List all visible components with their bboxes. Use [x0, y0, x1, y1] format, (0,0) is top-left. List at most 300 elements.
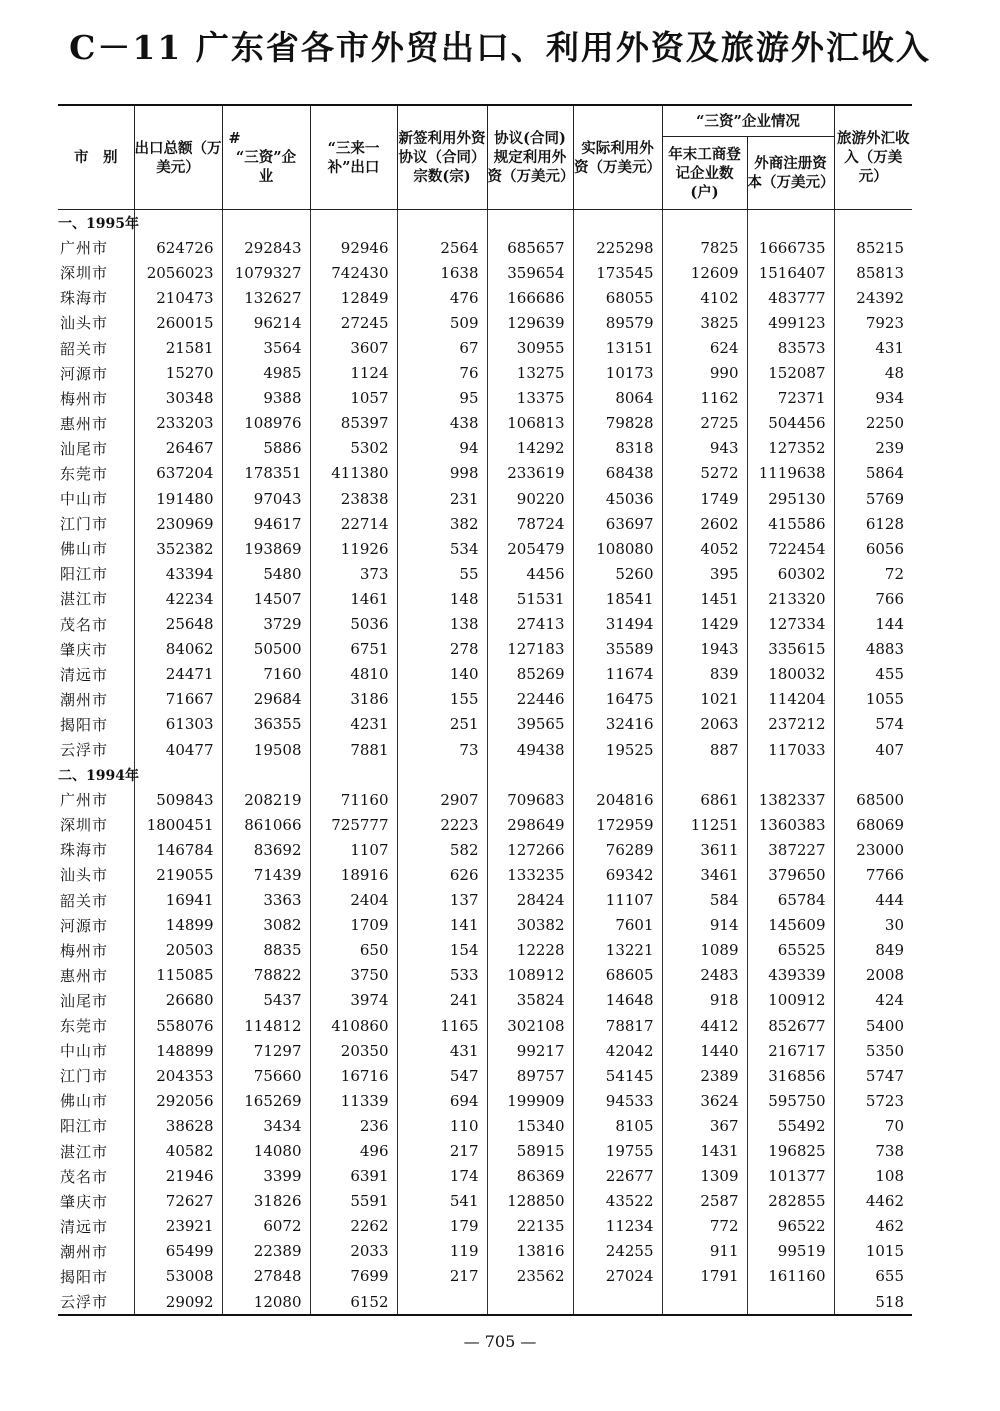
- value-cell: 5747: [865, 1066, 904, 1085]
- value-cell: 172959: [573, 812, 662, 837]
- city-name: 湛江市: [58, 1138, 134, 1163]
- value-cell: 7699: [310, 1264, 397, 1289]
- value-cell: 14292: [487, 436, 573, 461]
- value-cell: 839: [662, 662, 747, 687]
- city-name: 云浮市: [58, 737, 134, 762]
- value-cell: 127183: [487, 637, 573, 662]
- table-row: [58, 411, 912, 436]
- value-cell: 60302: [747, 561, 834, 586]
- table-row: [58, 1189, 912, 1214]
- value-cell: 7825: [662, 235, 747, 260]
- value-cell: 595750: [747, 1088, 834, 1113]
- value-cell: 173545: [573, 260, 662, 285]
- table-row: [58, 712, 912, 737]
- empty-cell: [573, 762, 662, 787]
- value-cell: 483777: [747, 285, 834, 310]
- city-name: 阳江市: [58, 1113, 134, 1138]
- value-cell: 92946: [310, 235, 397, 260]
- value-cell: 424: [875, 991, 904, 1010]
- value-cell: 431: [875, 339, 904, 358]
- value-cell: 16475: [573, 687, 662, 712]
- value-cell: 127266: [487, 837, 573, 862]
- value-cell: 54145: [573, 1063, 662, 1088]
- value-cell: 11674: [573, 662, 662, 687]
- value-cell: 7160: [222, 662, 310, 687]
- value-cell: 5864: [865, 464, 904, 483]
- value-cell: 108080: [573, 536, 662, 561]
- value-cell: 40477: [134, 737, 222, 762]
- value-cell: 1516407: [747, 260, 834, 285]
- value-cell: 6128: [865, 514, 904, 533]
- value-cell: 2063: [662, 712, 747, 737]
- value-cell: 278: [397, 637, 487, 662]
- value-cell: 132627: [222, 285, 310, 310]
- value-cell: 21946: [134, 1164, 222, 1189]
- value-cell: 455: [875, 665, 904, 684]
- empty-cell: [747, 210, 834, 236]
- value-cell: 1119638: [747, 461, 834, 486]
- value-cell: 379650: [747, 862, 834, 887]
- city-name: 湛江市: [58, 586, 134, 611]
- value-cell: 6391: [310, 1164, 397, 1189]
- header-registered-capital: 外商注册资 本（万美元）: [747, 137, 834, 210]
- value-cell: 20503: [134, 938, 222, 963]
- table-row: [58, 888, 912, 913]
- value-cell: 496: [310, 1138, 397, 1163]
- city-name: 佛山市: [58, 536, 134, 561]
- value-cell: 95: [397, 386, 487, 411]
- header-sanzi-label: “三资”企 业: [235, 149, 311, 185]
- city-name: 惠州市: [58, 411, 134, 436]
- value-cell: 407: [875, 740, 904, 759]
- header-actual-fdi: 实际利用外 资（万美元）: [573, 105, 662, 210]
- value-cell: 504456: [747, 411, 834, 436]
- value-cell: 1800451: [134, 812, 222, 837]
- value-cell: 316856: [747, 1063, 834, 1088]
- value-cell: 217: [397, 1264, 487, 1289]
- value-cell: 99217: [487, 1038, 573, 1063]
- value-cell: 2250: [865, 414, 904, 433]
- value-cell: 1055: [865, 690, 904, 709]
- value-cell: [662, 1289, 747, 1315]
- value-cell: 772: [662, 1214, 747, 1239]
- value-cell: 96214: [222, 310, 310, 335]
- value-cell: 738: [875, 1142, 904, 1161]
- value-cell: 1666735: [747, 235, 834, 260]
- value-cell: 2008: [865, 966, 904, 985]
- city-name: 梅州市: [58, 386, 134, 411]
- city-name: 肇庆市: [58, 1189, 134, 1214]
- value-cell: 1382337: [747, 787, 834, 812]
- table-row: [58, 1164, 912, 1189]
- value-cell: 108912: [487, 963, 573, 988]
- value-cell: 2602: [662, 511, 747, 536]
- value-cell: 6072: [222, 1214, 310, 1239]
- table-row: [58, 235, 912, 260]
- city-name: 清远市: [58, 1214, 134, 1239]
- value-cell: 14507: [222, 586, 310, 611]
- value-cell: 11926: [310, 536, 397, 561]
- value-cell: 39565: [487, 712, 573, 737]
- value-cell: 5272: [662, 461, 747, 486]
- value-cell: 71160: [310, 787, 397, 812]
- value-cell: 43522: [573, 1189, 662, 1214]
- header-export-total: 出口总额（万美元）: [134, 105, 222, 210]
- value-cell: 260015: [134, 310, 222, 335]
- value-cell: 180032: [747, 662, 834, 687]
- value-cell: 6152: [310, 1289, 397, 1315]
- section-header-row: [58, 210, 912, 236]
- value-cell: 225298: [573, 235, 662, 260]
- table-row: [58, 536, 912, 561]
- table-row: [58, 586, 912, 611]
- value-cell: 3825: [662, 310, 747, 335]
- value-cell: 1943: [662, 637, 747, 662]
- value-cell: 127334: [747, 612, 834, 637]
- value-cell: 58915: [487, 1138, 573, 1163]
- table-row: [58, 662, 912, 687]
- data-table: [58, 104, 924, 1316]
- value-cell: 174: [397, 1164, 487, 1189]
- value-cell: 2223: [397, 812, 487, 837]
- value-cell: 911: [662, 1239, 747, 1264]
- value-cell: 55492: [747, 1113, 834, 1138]
- value-cell: 97043: [222, 486, 310, 511]
- value-cell: [487, 1289, 573, 1315]
- value-cell: 251: [397, 712, 487, 737]
- value-cell: 12228: [487, 938, 573, 963]
- value-cell: 30: [884, 916, 904, 935]
- value-cell: 11339: [310, 1088, 397, 1113]
- table-row: [58, 335, 912, 360]
- value-cell: 70: [884, 1116, 904, 1135]
- value-cell: 79828: [573, 411, 662, 436]
- value-cell: 3624: [662, 1088, 747, 1113]
- value-cell: 292843: [222, 235, 310, 260]
- value-cell: 298649: [487, 812, 573, 837]
- value-cell: 4883: [865, 640, 904, 659]
- city-name: 中山市: [58, 1038, 134, 1063]
- empty-cell: [134, 762, 222, 787]
- value-cell: 68438: [573, 461, 662, 486]
- city-name: 韶关市: [58, 335, 134, 360]
- value-cell: 533: [397, 963, 487, 988]
- value-cell: 40582: [134, 1138, 222, 1163]
- value-cell: 918: [662, 988, 747, 1013]
- value-cell: 27024: [573, 1264, 662, 1289]
- city-name: 汕尾市: [58, 436, 134, 461]
- value-cell: 65499: [134, 1239, 222, 1264]
- value-cell: 2262: [310, 1214, 397, 1239]
- value-cell: 55: [397, 561, 487, 586]
- value-cell: 85813: [856, 263, 904, 282]
- table-row: [58, 938, 912, 963]
- value-cell: 24471: [134, 662, 222, 687]
- table-row: [58, 988, 912, 1013]
- value-cell: 11251: [662, 812, 747, 837]
- value-cell: 100912: [747, 988, 834, 1013]
- page-title: C－11 广东省各市外贸出口、利用外资及旅游外汇收入: [69, 28, 931, 67]
- city-name: 江门市: [58, 1063, 134, 1088]
- table-row: [58, 1214, 912, 1239]
- value-cell: 68069: [856, 815, 904, 834]
- table-row: [58, 436, 912, 461]
- value-cell: 19525: [573, 737, 662, 762]
- city-name: 潮州市: [58, 1239, 134, 1264]
- value-cell: 89579: [573, 310, 662, 335]
- value-cell: 230969: [134, 511, 222, 536]
- table-row: [58, 561, 912, 586]
- value-cell: 914: [662, 913, 747, 938]
- table-row: [58, 1063, 912, 1088]
- value-cell: 694: [397, 1088, 487, 1113]
- value-cell: 30955: [487, 335, 573, 360]
- empty-cell: [487, 762, 573, 787]
- value-cell: 382: [397, 511, 487, 536]
- value-cell: 12609: [662, 260, 747, 285]
- value-cell: 1021: [662, 687, 747, 712]
- value-cell: 14080: [222, 1138, 310, 1163]
- value-cell: 35589: [573, 637, 662, 662]
- value-cell: 509843: [134, 787, 222, 812]
- table-row: [58, 386, 912, 411]
- value-cell: 210473: [134, 285, 222, 310]
- value-cell: 63697: [573, 511, 662, 536]
- value-cell: 49438: [487, 737, 573, 762]
- value-cell: 108976: [222, 411, 310, 436]
- value-cell: 1709: [310, 913, 397, 938]
- value-cell: 8835: [222, 938, 310, 963]
- value-cell: 239: [875, 439, 904, 458]
- value-cell: 1429: [662, 612, 747, 637]
- value-cell: 282855: [747, 1189, 834, 1214]
- value-cell: 14648: [573, 988, 662, 1013]
- value-cell: 22714: [310, 511, 397, 536]
- value-cell: 38628: [134, 1113, 222, 1138]
- value-cell: 106813: [487, 411, 573, 436]
- table-row: [58, 787, 912, 812]
- value-cell: 45036: [573, 486, 662, 511]
- value-cell: 476: [397, 285, 487, 310]
- value-cell: 742430: [310, 260, 397, 285]
- value-cell: 71667: [134, 687, 222, 712]
- value-cell: 68605: [573, 963, 662, 988]
- header-city: 市 别: [58, 105, 134, 210]
- value-cell: 1057: [310, 386, 397, 411]
- value-cell: 852677: [747, 1013, 834, 1038]
- value-cell: 31826: [222, 1189, 310, 1214]
- value-cell: 241: [397, 988, 487, 1013]
- value-cell: 4456: [487, 561, 573, 586]
- city-name: 云浮市: [58, 1289, 134, 1315]
- value-cell: 94617: [222, 511, 310, 536]
- page-number: — 705 —: [463, 1332, 537, 1351]
- value-cell: 219055: [134, 862, 222, 887]
- value-cell: 73: [397, 737, 487, 762]
- value-cell: 85215: [856, 238, 904, 257]
- value-cell: 204353: [134, 1063, 222, 1088]
- value-cell: 78817: [573, 1013, 662, 1038]
- table-row: [58, 837, 912, 862]
- value-cell: 722454: [747, 536, 834, 561]
- value-cell: 217: [397, 1138, 487, 1163]
- value-cell: 4412: [662, 1013, 747, 1038]
- value-cell: 3082: [222, 913, 310, 938]
- value-cell: 22677: [573, 1164, 662, 1189]
- value-cell: 534: [397, 536, 487, 561]
- value-cell: 5886: [222, 436, 310, 461]
- city-name: 清远市: [58, 662, 134, 687]
- value-cell: 78822: [222, 963, 310, 988]
- value-cell: 27848: [222, 1264, 310, 1289]
- city-name: 深圳市: [58, 260, 134, 285]
- value-cell: 196825: [747, 1138, 834, 1163]
- table-row: [58, 737, 912, 762]
- value-cell: 2907: [397, 787, 487, 812]
- value-cell: 1124: [310, 361, 397, 386]
- value-cell: 499123: [747, 310, 834, 335]
- value-cell: 1431: [662, 1138, 747, 1163]
- value-cell: 15340: [487, 1113, 573, 1138]
- value-cell: 127352: [747, 436, 834, 461]
- value-cell: 144: [875, 615, 904, 634]
- value-cell: 1791: [662, 1264, 747, 1289]
- empty-cell: [834, 210, 912, 236]
- value-cell: 233203: [134, 411, 222, 436]
- value-cell: 1107: [310, 837, 397, 862]
- value-cell: 624: [662, 335, 747, 360]
- value-cell: 3729: [222, 612, 310, 637]
- value-cell: 518: [834, 1289, 912, 1315]
- value-cell: 23838: [310, 486, 397, 511]
- value-cell: 5350: [865, 1041, 904, 1060]
- value-cell: 2587: [662, 1189, 747, 1214]
- value-cell: 3186: [310, 687, 397, 712]
- value-cell: 584: [662, 888, 747, 913]
- table-row: [58, 1138, 912, 1163]
- value-cell: 178351: [222, 461, 310, 486]
- value-cell: 4985: [222, 361, 310, 386]
- value-cell: 373: [310, 561, 397, 586]
- value-cell: 766: [875, 589, 904, 608]
- value-cell: 108: [875, 1167, 904, 1186]
- value-cell: 438: [397, 411, 487, 436]
- value-cell: 998: [397, 461, 487, 486]
- value-cell: 140: [397, 662, 487, 687]
- value-cell: 582: [397, 837, 487, 862]
- value-cell: 133235: [487, 862, 573, 887]
- city-name: 深圳市: [58, 812, 134, 837]
- value-cell: 13816: [487, 1239, 573, 1264]
- empty-cell: [397, 762, 487, 787]
- city-name: 东莞市: [58, 461, 134, 486]
- value-cell: 2056023: [134, 260, 222, 285]
- value-cell: 165269: [222, 1088, 310, 1113]
- value-cell: 3461: [662, 862, 747, 887]
- value-cell: 943: [662, 436, 747, 461]
- city-name: 珠海市: [58, 837, 134, 862]
- value-cell: 78724: [487, 511, 573, 536]
- value-cell: 233619: [487, 461, 573, 486]
- table-row: [58, 1088, 912, 1113]
- value-cell: 11234: [573, 1214, 662, 1239]
- table-row: [58, 637, 912, 662]
- value-cell: 138: [397, 612, 487, 637]
- value-cell: 1360383: [747, 812, 834, 837]
- section-label: 二、1994年: [58, 762, 134, 787]
- value-cell: 83573: [747, 335, 834, 360]
- value-cell: 94: [397, 436, 487, 461]
- value-cell: 110: [397, 1113, 487, 1138]
- empty-cell: [747, 762, 834, 787]
- value-cell: 137: [397, 888, 487, 913]
- value-cell: 99519: [747, 1239, 834, 1264]
- value-cell: 68500: [856, 790, 904, 809]
- value-cell: 655: [875, 1267, 904, 1286]
- value-cell: 18541: [573, 586, 662, 611]
- value-cell: 541: [397, 1189, 487, 1214]
- city-name: 阳江市: [58, 561, 134, 586]
- value-cell: 411380: [310, 461, 397, 486]
- value-cell: 205479: [487, 536, 573, 561]
- value-cell: 7923: [865, 313, 904, 332]
- city-name: 广州市: [58, 235, 134, 260]
- table-row: [58, 1264, 912, 1289]
- value-cell: 2483: [662, 963, 747, 988]
- value-cell: 21581: [134, 335, 222, 360]
- value-cell: 302108: [487, 1013, 573, 1038]
- value-cell: 558076: [134, 1013, 222, 1038]
- value-cell: 114812: [222, 1013, 310, 1038]
- value-cell: 72: [884, 564, 904, 583]
- value-cell: 9388: [222, 386, 310, 411]
- value-cell: 509: [397, 310, 487, 335]
- section-label: 一、1995年: [58, 210, 134, 236]
- value-cell: 22135: [487, 1214, 573, 1239]
- value-cell: 94533: [573, 1088, 662, 1113]
- city-name: 东莞市: [58, 1013, 134, 1038]
- value-cell: 5723: [865, 1091, 904, 1110]
- value-cell: 3750: [310, 963, 397, 988]
- value-cell: 53008: [134, 1264, 222, 1289]
- header-sanzi-hash: #: [228, 130, 241, 147]
- value-cell: 85269: [487, 662, 573, 687]
- value-cell: 10173: [573, 361, 662, 386]
- value-cell: 626: [397, 862, 487, 887]
- value-cell: 3611: [662, 837, 747, 862]
- empty-cell: [222, 762, 310, 787]
- value-cell: 18916: [310, 862, 397, 887]
- value-cell: 5769: [865, 489, 904, 508]
- table-row: [58, 1113, 912, 1138]
- header-sanlai-export: “三来一补”出口: [310, 105, 397, 210]
- value-cell: 2389: [662, 1063, 747, 1088]
- value-cell: 2033: [310, 1239, 397, 1264]
- value-cell: 725777: [310, 812, 397, 837]
- value-cell: 117033: [747, 737, 834, 762]
- city-name: 江门市: [58, 511, 134, 536]
- value-cell: [397, 1289, 487, 1315]
- table-row: [58, 963, 912, 988]
- city-name: 河源市: [58, 361, 134, 386]
- value-cell: 2564: [397, 235, 487, 260]
- value-cell: 3607: [310, 335, 397, 360]
- value-cell: 20350: [310, 1038, 397, 1063]
- value-cell: 155: [397, 687, 487, 712]
- value-cell: 4462: [865, 1192, 904, 1211]
- value-cell: 19755: [573, 1138, 662, 1163]
- value-cell: 148899: [134, 1038, 222, 1063]
